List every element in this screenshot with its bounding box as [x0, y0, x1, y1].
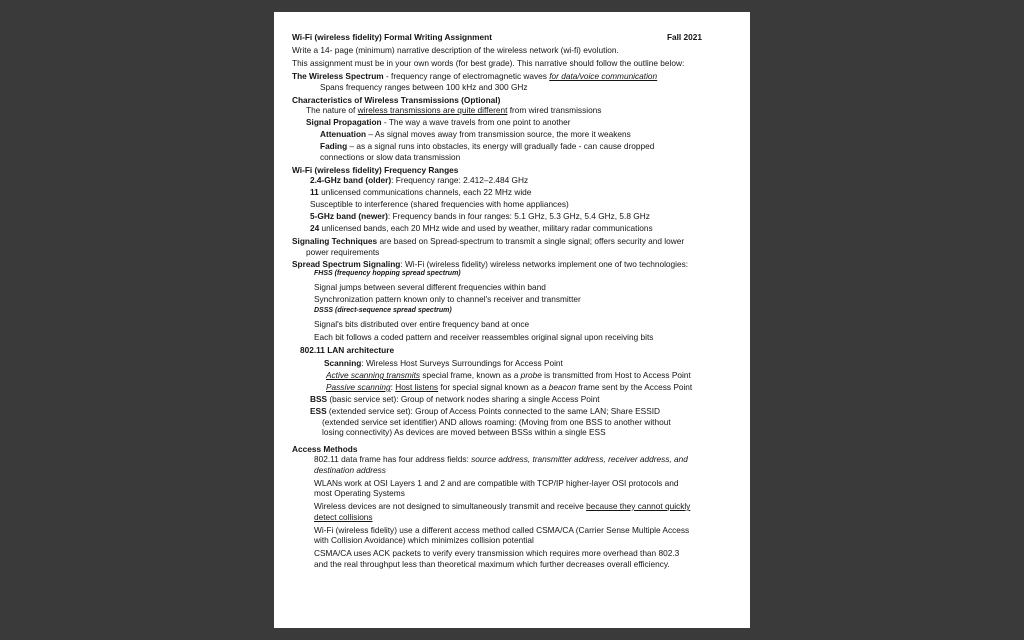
access-heading: Access Methods	[292, 443, 358, 454]
band-5-label: 5-GHz band (newer)	[310, 211, 388, 221]
probe-term: probe	[520, 370, 542, 380]
passive-scan-text-2: frame sent by the Access Point	[576, 382, 693, 392]
passive-scan-term: Passive scanning	[326, 382, 391, 392]
ess-text: (extended service set): Group of Access Points connected to the same LAN; Share ESSID	[326, 406, 661, 416]
frame-text: 802.11 data frame has four address fields:	[314, 454, 472, 464]
interference-line: Susceptible to interference (shared frequencies with home appliances)	[310, 199, 569, 209]
wireless-devices-underlined: because they cannot quickly	[586, 501, 691, 511]
intro-line-1: Write a 14- page (minimum) narrative description of the wireless network (wi-fi) evolution.	[292, 45, 619, 55]
nature-underlined: wireless transmissions are quite different	[357, 105, 508, 115]
ess-line	[292, 406, 736, 417]
channels-11-line	[292, 187, 736, 198]
ess-label: ESS	[310, 406, 327, 416]
band-24-line	[292, 175, 736, 186]
scanning-label: Scanning	[324, 358, 362, 368]
wlan-line-2: most Operating Systems	[314, 488, 405, 498]
fhss-line-2: Synchronization pattern known only to channel's receiver and transmitter	[314, 294, 581, 304]
signaling-text: are based on Spread-spectrum to transmit a single signal; offers security and lower	[377, 236, 685, 246]
channels-24-text: unlicensed bands, each 20 MHz wide and used by weather, military radar communications	[319, 223, 653, 233]
nature-pre: The nature of	[306, 105, 358, 115]
scanning-text: : Wireless Host Surveys Surroundings for Access Point	[361, 358, 563, 368]
channels-11-num: 11	[310, 187, 319, 197]
wireless-devices-text: Wireless devices are not designed to simultaneously transmit and receive	[314, 501, 587, 511]
passive-scan-text: for special signal known as a	[438, 382, 549, 392]
dsss-line-1: Signal's bits distributed over entire frequency band at once	[314, 319, 530, 329]
freq-heading: Wi-Fi (wireless fidelity) Frequency Ranges	[292, 164, 459, 175]
spectrum-link[interactable]: for data/voice communication	[549, 71, 658, 81]
attenuation-label: Attenuation	[320, 129, 367, 139]
spectrum-heading: The Wireless Spectrum	[292, 71, 384, 81]
document-title: Wi-Fi (wireless fidelity) Formal Writing Assignment	[292, 32, 492, 42]
signaling-line	[292, 236, 736, 247]
band-5-text: : Frequency bands in four ranges: 5.1 GHz, 5.3 GHz, 5.4 GHz, 5.8 GHz	[387, 211, 650, 221]
frame-fields: source address, transmitter address, receiver address, and	[471, 454, 688, 464]
spectrum-text: - frequency range of electromagnetic waves	[383, 71, 550, 81]
wireless-devices-line-2: detect collisions	[314, 511, 373, 522]
passive-scan-line	[292, 382, 736, 393]
ack-line: CSMA/CA uses ACK packets to verify every transmission which requires more overhead than 802.3	[314, 548, 680, 558]
spread-label: Spread Spectrum Signaling	[292, 258, 401, 269]
frame-line	[292, 454, 736, 465]
band-5-line	[292, 211, 736, 222]
fading-line	[292, 141, 736, 152]
bss-line	[292, 394, 736, 405]
csma-line-2: with Collision Avoidance) which minimizes collision potential	[314, 535, 534, 545]
frame-line-2: destination address	[314, 464, 386, 475]
spectrum-line	[292, 71, 736, 82]
document-term: Fall 2021	[666, 32, 702, 42]
characteristics-heading: Characteristics of Wireless Transmissions (Optional)	[292, 94, 501, 105]
attenuation-text: – As signal moves away from transmission source, the more it weakens	[366, 129, 631, 139]
csma-line: Wi-Fi (wireless fidelity) use a different access method called CSMA/CA (Carrier Sense Multiple Access	[314, 524, 690, 535]
ack-line-2: and the real throughput less than theoretical maximum which further decreases overall efficiency.	[314, 558, 670, 569]
propagation-label: Signal Propagation	[306, 117, 382, 127]
beacon-term: beacon	[548, 382, 577, 392]
channels-11-text: unlicensed communications channels, each 22 MHz wide	[318, 187, 532, 197]
host-listens: Host listens	[395, 382, 439, 392]
attenuation-line	[292, 129, 736, 140]
wireless-devices-line	[292, 501, 736, 512]
title-row	[292, 32, 736, 43]
bss-label: BSS	[310, 394, 328, 404]
scanning-line	[292, 358, 736, 369]
nature-post: from wired transmissions	[507, 105, 602, 115]
spread-text: : Wi-Fi (wireless fidelity) wireless networks implement one of two technologies:	[400, 258, 689, 269]
fhss-heading: FHSS (frequency hopping spread spectrum)	[314, 270, 461, 277]
active-scan-line	[292, 370, 736, 381]
document-page	[274, 12, 750, 628]
fhss-line-1: Signal jumps between several different frequencies within band	[314, 282, 546, 292]
fading-label: Fading	[320, 141, 348, 151]
channels-24-num: 24	[310, 223, 320, 233]
band-24-text: : Frequency range: 2.412–2.484 GHz	[391, 175, 529, 185]
propagation-line	[292, 117, 736, 128]
channels-24-line	[292, 223, 736, 234]
propagation-text: - The way a wave travels from one point to another	[381, 117, 571, 127]
wlan-line: WLANs work at OSI Layers 1 and 2 and are compatible with TCP/IP higher-layer OSI protocols and	[314, 477, 679, 488]
intro-line-2: This assignment must be in your own words (for best grade). This narrative should follow the outline below:	[292, 58, 685, 68]
active-scan-text-2: is transmitted from Host to Access Point	[541, 370, 691, 380]
signaling-label: Signaling Techniques	[292, 236, 378, 246]
spectrum-sub: Spans frequency ranges between 100 kHz and 300 GHz	[320, 81, 528, 92]
fading-line-2: connections or slow data transmission	[320, 151, 461, 162]
ess-line-2: (extended service set identifier) AND allows roaming: (Moving from one BSS to another without	[322, 416, 671, 427]
dsss-heading: DSSS (direct-sequence spread spectrum)	[314, 307, 452, 314]
dsss-line-2: Each bit follows a coded pattern and receiver reassembles original signal upon receiving bits	[314, 332, 654, 342]
passive-colon: :	[390, 382, 396, 392]
band-24-label: 2.4-GHz band (older)	[310, 175, 392, 185]
nature-line	[292, 105, 736, 116]
lan-heading: 802.11 LAN architecture	[300, 345, 395, 355]
signaling-line-2: power requirements	[306, 246, 380, 257]
spread-line	[292, 259, 736, 270]
fading-text: – as a signal runs into obstacles, its energy will gradually fade - can cause dropped	[347, 141, 655, 151]
bss-text: (basic service set): Group of network nodes sharing a single Access Point	[327, 394, 600, 404]
active-scan-text: special frame, known as a	[420, 370, 521, 380]
ess-line-3: losing connectivity) As devices are moved between BSSs within a single ESS	[322, 427, 606, 437]
active-scan-term: Active scanning transmits	[326, 370, 421, 380]
